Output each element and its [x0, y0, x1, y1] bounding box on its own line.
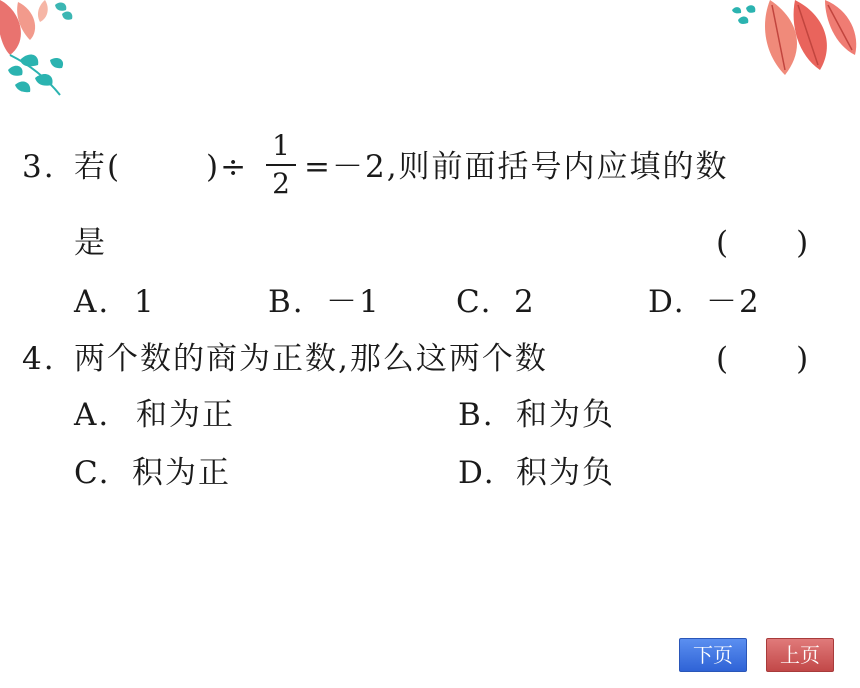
- q4-option-a-text: 和为正: [136, 397, 235, 433]
- q4-option-c-letter: C.: [74, 455, 111, 491]
- fraction-bar: [266, 164, 296, 166]
- question-3-fraction: [266, 129, 296, 200]
- question-4-number: 4.: [22, 341, 56, 377]
- q3-option-d-text: －2: [706, 284, 761, 320]
- leaf-decoration-icon: [730, 0, 860, 80]
- q3-option-a-letter: A.: [74, 284, 111, 320]
- q4-option-b-letter: B.: [458, 397, 495, 433]
- question-3-number: 3.: [22, 149, 56, 185]
- q4-option-a-letter: A.: [74, 397, 111, 433]
- question-4-stem: 两个数的商为正数,那么这两个数: [74, 341, 548, 377]
- q3-option-b-text: －1: [326, 284, 381, 320]
- question-3-answer-paren: ( ): [716, 225, 811, 261]
- q3-option-c-text: 2: [514, 284, 536, 320]
- fraction-denominator: 2: [272, 167, 290, 200]
- question-3-stem-line2: 是: [74, 225, 107, 261]
- q4-option-b-text: 和为负: [516, 397, 615, 433]
- question-3-stem-prefix: 若(: [74, 149, 122, 185]
- q3-option-d-letter: D.: [648, 284, 686, 320]
- q4-option-d-letter: D.: [458, 455, 496, 491]
- q3-option-a-text: 1: [134, 284, 156, 320]
- fraction-numerator: 1: [272, 129, 290, 162]
- question-3-stem-suffix: =－2,则前面括号内应填的数: [304, 149, 729, 185]
- question-3-stem-mid: )÷: [206, 149, 249, 185]
- previous-page-button[interactable]: 上页: [766, 638, 834, 672]
- q3-option-c-letter: C.: [456, 284, 493, 320]
- q4-option-d-text: 积为负: [516, 455, 615, 491]
- question-4-answer-paren: ( ): [716, 341, 811, 377]
- next-page-button[interactable]: 下页: [679, 638, 747, 672]
- leaf-decoration-icon: [0, 0, 110, 100]
- q4-option-c-text: 积为正: [132, 455, 231, 491]
- q3-option-b-letter: B.: [268, 284, 305, 320]
